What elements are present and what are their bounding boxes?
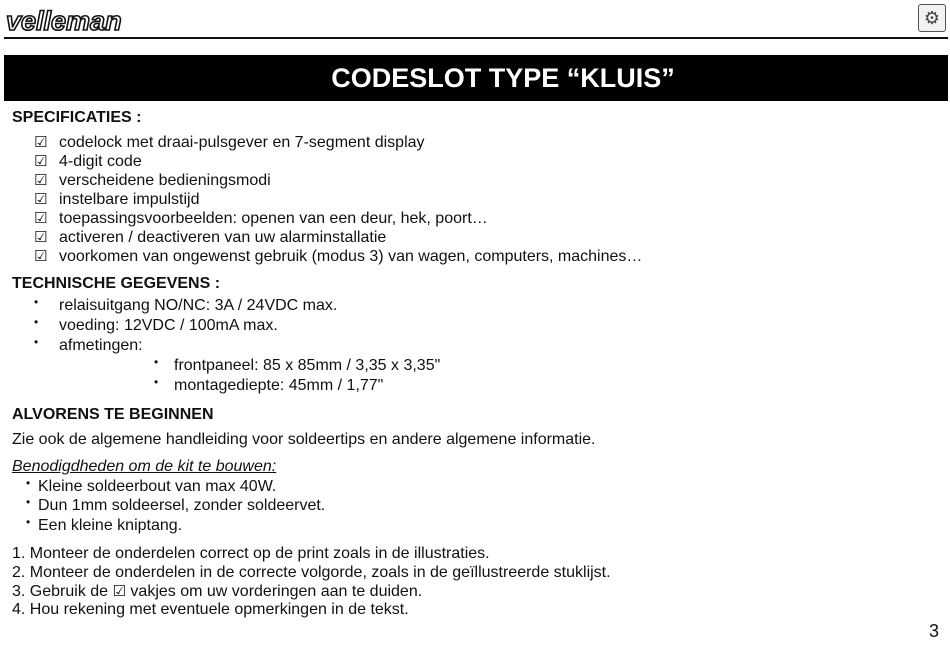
- spec-item-text: codelock met draai-pulsgever en 7-segment display: [59, 134, 425, 151]
- checkbox-checked-icon: ☑: [34, 210, 48, 227]
- tool-item-text: Kleine soldeerbout van max 40W.: [38, 478, 277, 495]
- checkbox-checked-icon: ☑: [34, 153, 48, 170]
- page-number: 3: [929, 621, 940, 641]
- tool-item-text: Dun 1mm soldeersel, zonder soldeervet.: [38, 497, 326, 514]
- tool-item-text: Een kleine kniptang.: [38, 517, 183, 534]
- spec-item-text: 4-digit code: [59, 153, 142, 170]
- spec-item-text: activeren / deactiveren van uw alarminstallatie: [59, 229, 387, 246]
- tech-item-text: voeding: 12VDC / 100mA max.: [59, 317, 278, 334]
- before-heading: ALVORENS TE BEGINNEN: [12, 406, 214, 423]
- header-divider: [4, 37, 948, 39]
- tech-item-text: afmetingen:: [59, 337, 143, 354]
- tools-heading: Benodigdheden om de kit te bouwen:: [12, 458, 277, 475]
- spec-item-text: toepassingsvoorbeelden: openen van een deur, hek, poort…: [59, 210, 488, 227]
- title-bar: [4, 55, 948, 101]
- spec-item-text: verscheidene bedieningsmodi: [59, 172, 271, 189]
- step-item: 1. Monteer de onderdelen correct op de print zoals in de illustraties.: [12, 545, 490, 562]
- bullet-icon: •: [154, 355, 159, 369]
- step-3-prefix: 3. Gebruik de: [12, 583, 109, 600]
- bullet-icon: •: [26, 476, 31, 490]
- checkbox-checked-icon: ☑: [34, 134, 48, 151]
- step-item-3: [12, 582, 422, 601]
- spec-item-text: voorkomen van ongewenst gebruik (modus 3) van wagen, computers, machines…: [59, 248, 643, 265]
- checkbox-checked-icon: ☑: [34, 191, 48, 208]
- tech-subitem-text: montagediepte: 45mm / 1,77": [174, 377, 384, 394]
- brand-logo: velleman: [6, 6, 122, 36]
- step-item: 4. Hou rekening met eventuele opmerkingen in de tekst.: [12, 601, 409, 618]
- spec-item-text: instelbare impulstijd: [59, 191, 200, 208]
- tech-heading: TECHNISCHE GEGEVENS :: [12, 275, 221, 292]
- bullet-icon: •: [26, 515, 31, 529]
- tech-subitem-text: frontpaneel: 85 x 85mm / 3,35 x 3,35": [174, 357, 441, 374]
- bullet-icon: •: [154, 375, 159, 389]
- specs-heading: SPECIFICATIES :: [12, 109, 142, 126]
- certification-seal-icon: ⚙: [918, 4, 946, 32]
- checkbox-checked-icon: ☑: [34, 229, 48, 246]
- tech-item-text: relaisuitgang NO/NC: 3A / 24VDC max.: [59, 297, 338, 314]
- checkbox-checked-icon: ☑: [34, 172, 48, 189]
- bullet-icon: •: [34, 335, 39, 349]
- step-3-suffix: vakjes om uw vorderingen aan te duiden.: [130, 583, 423, 600]
- step-item: 2. Monteer de onderdelen in de correcte volgorde, zoals in de geïllustreerde stuklijst.: [12, 564, 611, 581]
- bullet-icon: •: [34, 315, 39, 329]
- page-title: CODESLOT TYPE “KLUIS”: [331, 62, 675, 93]
- bullet-icon: •: [26, 495, 31, 509]
- before-intro: Zie ook de algemene handleiding voor soldeertips en andere algemene informatie.: [12, 431, 596, 448]
- checkbox-checked-icon: ☑: [34, 248, 48, 265]
- checkbox-checked-icon: ☑: [112, 583, 126, 600]
- bullet-icon: •: [34, 295, 39, 309]
